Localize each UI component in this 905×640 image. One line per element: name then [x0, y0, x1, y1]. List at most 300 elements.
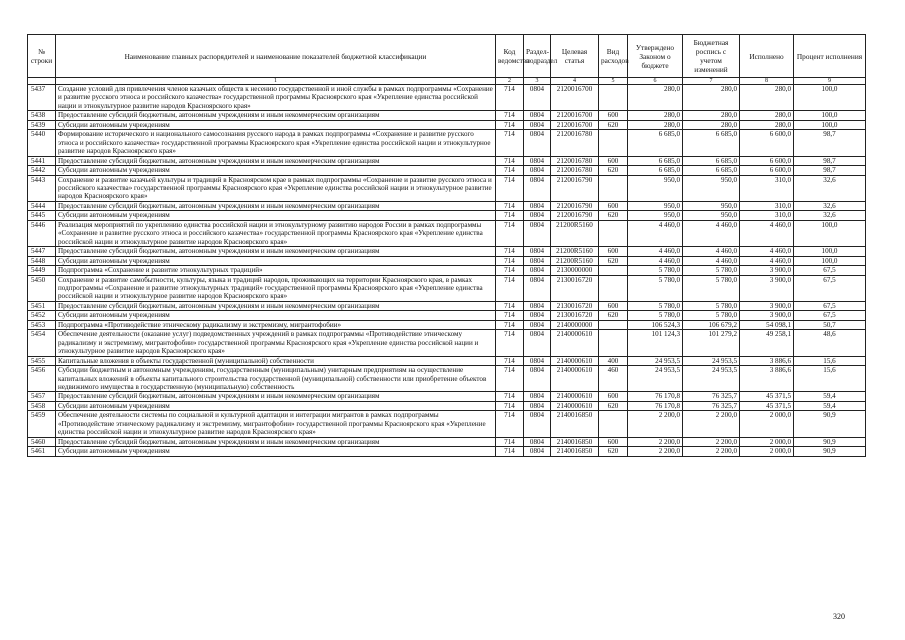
row-number: 5442 [28, 166, 56, 175]
header-row-number: № строки [28, 35, 56, 78]
execution-percent: 67,5 [794, 266, 866, 275]
header-department-code: Код ведомства [496, 35, 524, 78]
approved-amount: 5 780,0 [628, 275, 683, 301]
execution-percent: 100,0 [794, 256, 866, 265]
department-code: 714 [496, 392, 524, 401]
listed-amount: 280,0 [683, 111, 740, 120]
table-row [28, 220, 866, 246]
section-code: 0804 [524, 311, 551, 320]
target-item: 21200R5160 [551, 247, 599, 256]
target-item: 2140000610 [551, 392, 599, 401]
listed-amount: 5 780,0 [683, 311, 740, 320]
executed-amount: 280,0 [740, 85, 794, 111]
expense-type [599, 275, 628, 301]
row-number: 5461 [28, 447, 56, 456]
table-row [28, 411, 866, 437]
expense-type: 600 [599, 247, 628, 256]
table-row [28, 130, 866, 156]
execution-percent: 98,7 [794, 130, 866, 156]
row-number: 5450 [28, 275, 56, 301]
execution-percent: 32,6 [794, 201, 866, 210]
row-number: 5451 [28, 301, 56, 310]
department-code: 714 [496, 111, 524, 120]
target-item: 2120016790 [551, 211, 599, 220]
listed-amount: 2 200,0 [683, 437, 740, 446]
department-code: 714 [496, 266, 524, 275]
department-code: 714 [496, 247, 524, 256]
expense-type [599, 320, 628, 329]
target-item: 2140000000 [551, 320, 599, 329]
column-number: 8 [740, 78, 794, 85]
row-name: Создание условий для привлечения членов казачьих обществ к несению государственной и иной службы в рамках подпрограммы «Сохранение и развитие русского этноса и российского казачества» государственной программы Красноярского края «Укрепление единства российской нации и этнокультурное развитие народов Красноярского края» [56, 85, 496, 111]
execution-percent: 59,4 [794, 392, 866, 401]
row-name: Субсидии бюджетным и автономным учреждениям, государственным (муниципальным) унитарным предприятиям на осуществление капитальных вложений в объекты капитального строительства государственной (муниципальной) собственности или приобретение объектов недвижимого имущества в государственную (муниципальную) собственность [56, 366, 496, 392]
department-code: 714 [496, 447, 524, 456]
approved-amount: 5 780,0 [628, 301, 683, 310]
section-code: 0804 [524, 111, 551, 120]
table-row [28, 275, 866, 301]
row-name: Субсидии автономным учреждениям [56, 401, 496, 410]
execution-percent: 15,6 [794, 356, 866, 365]
row-name: Обеспечение деятельности системы по социальной и культурной адаптации и интеграции мигрантов в рамках подпрограммы «Противодействие этническому радикализму и экстремизму, мигрантофобии» государственной программы Красноярского края «Укрепление единства российской нации и этнокультурное развитие народов Красноярского края» [56, 411, 496, 437]
approved-amount: 280,0 [628, 111, 683, 120]
target-item: 21200R5160 [551, 220, 599, 246]
table-row [28, 256, 866, 265]
approved-amount: 2 200,0 [628, 437, 683, 446]
table-row [28, 211, 866, 220]
section-code: 0804 [524, 356, 551, 365]
target-item: 2120016780 [551, 130, 599, 156]
executed-amount: 4 460,0 [740, 247, 794, 256]
section-code: 0804 [524, 130, 551, 156]
target-item: 2140016850 [551, 447, 599, 456]
section-code: 0804 [524, 392, 551, 401]
target-item: 2140000610 [551, 356, 599, 365]
row-number: 5444 [28, 201, 56, 210]
table-row [28, 175, 866, 201]
department-code: 714 [496, 166, 524, 175]
execution-percent: 50,7 [794, 320, 866, 329]
target-item: 2120016700 [551, 111, 599, 120]
section-code: 0804 [524, 247, 551, 256]
execution-percent: 15,6 [794, 366, 866, 392]
column-number: 1 [56, 78, 496, 85]
row-number: 5440 [28, 130, 56, 156]
expense-type: 600 [599, 111, 628, 120]
header-name: Наименование главных распорядителей и наименование показателей бюджетной классификации [56, 35, 496, 78]
target-item: 2130000000 [551, 266, 599, 275]
table-row [28, 392, 866, 401]
row-number: 5452 [28, 311, 56, 320]
section-code: 0804 [524, 401, 551, 410]
table-row [28, 366, 866, 392]
listed-amount: 76 325,7 [683, 392, 740, 401]
table-row [28, 447, 866, 456]
section-code: 0804 [524, 156, 551, 165]
execution-percent: 100,0 [794, 111, 866, 120]
row-name: Субсидии автономным учреждениям [56, 166, 496, 175]
expense-type: 620 [599, 447, 628, 456]
approved-amount: 106 524,3 [628, 320, 683, 329]
department-code: 714 [496, 85, 524, 111]
execution-percent: 90,9 [794, 447, 866, 456]
department-code: 714 [496, 156, 524, 165]
listed-amount: 4 460,0 [683, 220, 740, 246]
table-body [28, 85, 866, 457]
executed-amount: 54 098,1 [740, 320, 794, 329]
section-code: 0804 [524, 211, 551, 220]
executed-amount: 3 886,6 [740, 366, 794, 392]
target-item: 21200R5160 [551, 256, 599, 265]
executed-amount: 49 258,1 [740, 330, 794, 356]
table-row [28, 401, 866, 410]
listed-amount: 6 685,0 [683, 130, 740, 156]
budget-execution-table [27, 34, 866, 457]
expense-type: 620 [599, 401, 628, 410]
page-number: 320 [833, 612, 845, 621]
target-item: 2140000610 [551, 366, 599, 392]
department-code: 714 [496, 201, 524, 210]
executed-amount: 45 371,5 [740, 401, 794, 410]
executed-amount: 6 600,0 [740, 156, 794, 165]
approved-amount: 6 685,0 [628, 156, 683, 165]
executed-amount: 3 900,0 [740, 301, 794, 310]
row-name: Предоставление субсидий бюджетным, автономным учреждениям и иным некоммерческим организациям [56, 437, 496, 446]
row-name: Субсидии автономным учреждениям [56, 211, 496, 220]
expense-type: 600 [599, 392, 628, 401]
row-name: Реализация мероприятий по укреплению единства российской нации и этнокультурному развитию народов России в рамках подпрограммы «Сохранение и развитие русского этноса и российского казачества» государственной программы Красноярского края «Укрепление единства российской нации и этнокультурное развитие народов Красноярского края» [56, 220, 496, 246]
listed-amount: 4 460,0 [683, 256, 740, 265]
executed-amount: 3 900,0 [740, 275, 794, 301]
row-name: Предоставление субсидий бюджетным, автономным учреждениям и иным некоммерческим организациям [56, 201, 496, 210]
column-number: 6 [628, 78, 683, 85]
section-code: 0804 [524, 437, 551, 446]
table-row [28, 356, 866, 365]
row-number: 5438 [28, 111, 56, 120]
section-code: 0804 [524, 166, 551, 175]
header-target-item: Целевая статья [551, 35, 599, 78]
row-name: Сохранение и развитие казачьей культуры и традиций в Красноярском крае в рамках подпрограммы «Сохранение и развитие русского этноса и российского казачества» государственной программы Красноярского края «Укрепление единства российской нации и этнокультурное развитие народов Красноярского края» [56, 175, 496, 201]
expense-type: 600 [599, 301, 628, 310]
department-code: 714 [496, 320, 524, 329]
row-name: Подпрограмма «Противодействие этническому радикализму и экстремизму, мигрантофобии» [56, 320, 496, 329]
target-item: 2130016720 [551, 275, 599, 301]
execution-percent: 48,6 [794, 330, 866, 356]
listed-amount: 106 679,2 [683, 320, 740, 329]
approved-amount: 24 953,5 [628, 356, 683, 365]
row-number: 5460 [28, 437, 56, 446]
listed-amount: 5 780,0 [683, 275, 740, 301]
execution-percent: 100,0 [794, 220, 866, 246]
row-number: 5441 [28, 156, 56, 165]
row-number: 5459 [28, 411, 56, 437]
executed-amount: 280,0 [740, 111, 794, 120]
execution-percent: 59,4 [794, 401, 866, 410]
executed-amount: 2 000,0 [740, 437, 794, 446]
row-name: Сохранение и развитие самобытности, культуры, языка и традиций народов, проживающих на территории Красноярского края, в рамках подпрограммы «Сохранение и развитие этнокультурных традиций» государственной программы Красноярского края «Укрепление единства российской нации и этнокультурное развитие народов Красноярского края» [56, 275, 496, 301]
row-name: Предоставление субсидий бюджетным, автономным учреждениям и иным некоммерческим организациям [56, 247, 496, 256]
target-item: 2140000610 [551, 401, 599, 410]
executed-amount: 2 000,0 [740, 411, 794, 437]
row-name: Капитальные вложения в объекты государственной (муниципальной) собственности [56, 356, 496, 365]
expense-type: 600 [599, 156, 628, 165]
approved-amount: 6 685,0 [628, 130, 683, 156]
approved-amount: 280,0 [628, 120, 683, 129]
row-number: 5457 [28, 392, 56, 401]
expense-type [599, 85, 628, 111]
section-code: 0804 [524, 175, 551, 201]
listed-amount: 6 685,0 [683, 166, 740, 175]
listed-amount: 280,0 [683, 85, 740, 111]
row-number: 5454 [28, 330, 56, 356]
row-name: Субсидии автономным учреждениям [56, 447, 496, 456]
department-code: 714 [496, 301, 524, 310]
table-row [28, 437, 866, 446]
execution-percent: 98,7 [794, 166, 866, 175]
approved-amount: 76 170,8 [628, 392, 683, 401]
department-code: 714 [496, 366, 524, 392]
column-number [28, 78, 56, 85]
section-code: 0804 [524, 447, 551, 456]
expense-type: 400 [599, 356, 628, 365]
section-code: 0804 [524, 366, 551, 392]
column-number: 5 [599, 78, 628, 85]
execution-percent: 100,0 [794, 85, 866, 111]
table-row [28, 166, 866, 175]
approved-amount: 950,0 [628, 201, 683, 210]
expense-type [599, 266, 628, 275]
execution-percent: 67,5 [794, 301, 866, 310]
row-number: 5439 [28, 120, 56, 129]
department-code: 714 [496, 256, 524, 265]
column-number: 3 [524, 78, 551, 85]
listed-amount: 2 200,0 [683, 447, 740, 456]
approved-amount: 24 953,5 [628, 366, 683, 392]
table-row [28, 266, 866, 275]
approved-amount: 101 124,3 [628, 330, 683, 356]
approved-amount: 280,0 [628, 85, 683, 111]
row-name: Субсидии автономным учреждениям [56, 120, 496, 129]
expense-type: 600 [599, 437, 628, 446]
row-number: 5453 [28, 320, 56, 329]
header-percent: Процент исполнения [794, 35, 866, 78]
execution-percent: 90,9 [794, 437, 866, 446]
expense-type [599, 330, 628, 356]
section-code: 0804 [524, 201, 551, 210]
execution-percent: 32,6 [794, 211, 866, 220]
executed-amount: 4 460,0 [740, 220, 794, 246]
approved-amount: 4 460,0 [628, 220, 683, 246]
department-code: 714 [496, 311, 524, 320]
execution-percent: 32,6 [794, 175, 866, 201]
listed-amount: 6 685,0 [683, 156, 740, 165]
approved-amount: 5 780,0 [628, 266, 683, 275]
executed-amount: 310,0 [740, 201, 794, 210]
execution-percent: 98,7 [794, 156, 866, 165]
section-code: 0804 [524, 220, 551, 246]
execution-percent: 90,9 [794, 411, 866, 437]
column-number: 4 [551, 78, 599, 85]
table-row [28, 201, 866, 210]
target-item: 2120016700 [551, 85, 599, 111]
expense-type: 620 [599, 211, 628, 220]
expense-type [599, 130, 628, 156]
target-item: 2120016790 [551, 175, 599, 201]
department-code: 714 [496, 437, 524, 446]
executed-amount: 3 886,6 [740, 356, 794, 365]
executed-amount: 45 371,5 [740, 392, 794, 401]
listed-amount: 76 325,7 [683, 401, 740, 410]
row-name: Субсидии автономным учреждениям [56, 311, 496, 320]
header-row [28, 35, 866, 78]
target-item: 2130016720 [551, 301, 599, 310]
executed-amount: 3 900,0 [740, 311, 794, 320]
executed-amount: 310,0 [740, 211, 794, 220]
executed-amount: 6 600,0 [740, 166, 794, 175]
row-name: Предоставление субсидий бюджетным, автономным учреждениям и иным некоммерческим организациям [56, 392, 496, 401]
column-number-row [28, 78, 866, 85]
row-number: 5448 [28, 256, 56, 265]
header-executed: Исполнено [740, 35, 794, 78]
header-approved: Утверждено Законом о бюджете [628, 35, 683, 78]
header-expense-type: Вид расходов [599, 35, 628, 78]
table-row [28, 120, 866, 129]
execution-percent: 67,5 [794, 275, 866, 301]
table-row [28, 330, 866, 356]
department-code: 714 [496, 275, 524, 301]
row-name: Предоставление субсидий бюджетным, автономным учреждениям и иным некоммерческим организациям [56, 156, 496, 165]
approved-amount: 4 460,0 [628, 247, 683, 256]
header-section: Раздел-подраздел [524, 35, 551, 78]
target-item: 2130016720 [551, 311, 599, 320]
target-item: 2140016850 [551, 411, 599, 437]
section-code: 0804 [524, 301, 551, 310]
target-item: 2120016700 [551, 120, 599, 129]
approved-amount: 5 780,0 [628, 311, 683, 320]
column-number: 9 [794, 78, 866, 85]
expense-type: 460 [599, 366, 628, 392]
expense-type [599, 175, 628, 201]
row-number: 5443 [28, 175, 56, 201]
approved-amount: 4 460,0 [628, 256, 683, 265]
executed-amount: 4 460,0 [740, 256, 794, 265]
section-code: 0804 [524, 320, 551, 329]
column-number: 7 [683, 78, 740, 85]
expense-type [599, 220, 628, 246]
row-name: Обеспечение деятельности (оказание услуг) подведомственных учреждений в рамках подпрограммы «Противодействие этническому радикализму и экстремизму, мигрантофобии» государственной программы Красноярского края «Укрепление единства российской нации и этнокультурное развитие народов Красноярского края» [56, 330, 496, 356]
row-name: Формирование исторического и национального самосознания русского народа в рамках подпрограммы «Сохранение и развитие русского этноса и российского казачества» государственной программы Красноярского края «Укрепление единства российской нации и этнокультурное развитие народов Красноярского края» [56, 130, 496, 156]
table-row [28, 311, 866, 320]
listed-amount: 950,0 [683, 211, 740, 220]
target-item: 2120016790 [551, 201, 599, 210]
row-number: 5456 [28, 366, 56, 392]
department-code: 714 [496, 211, 524, 220]
section-code: 0804 [524, 85, 551, 111]
executed-amount: 280,0 [740, 120, 794, 129]
listed-amount: 2 200,0 [683, 411, 740, 437]
table-row [28, 301, 866, 310]
listed-amount: 950,0 [683, 201, 740, 210]
section-code: 0804 [524, 256, 551, 265]
budget-table-page [27, 34, 865, 457]
expense-type: 620 [599, 120, 628, 129]
expense-type: 620 [599, 256, 628, 265]
section-code: 0804 [524, 266, 551, 275]
execution-percent: 67,5 [794, 311, 866, 320]
section-code: 0804 [524, 411, 551, 437]
expense-type: 620 [599, 166, 628, 175]
approved-amount: 950,0 [628, 175, 683, 201]
approved-amount: 76 170,8 [628, 401, 683, 410]
approved-amount: 950,0 [628, 211, 683, 220]
listed-amount: 5 780,0 [683, 301, 740, 310]
section-code: 0804 [524, 330, 551, 356]
column-number: 2 [496, 78, 524, 85]
target-item: 2120016780 [551, 156, 599, 165]
listed-amount: 24 953,5 [683, 356, 740, 365]
department-code: 714 [496, 175, 524, 201]
target-item: 2140016850 [551, 437, 599, 446]
executed-amount: 6 600,0 [740, 130, 794, 156]
executed-amount: 310,0 [740, 175, 794, 201]
listed-amount: 280,0 [683, 120, 740, 129]
department-code: 714 [496, 411, 524, 437]
section-code: 0804 [524, 120, 551, 129]
row-name: Подпрограмма «Сохранение и развитие этнокультурных традиций» [56, 266, 496, 275]
table-row [28, 320, 866, 329]
expense-type: 600 [599, 201, 628, 210]
listed-amount: 101 279,2 [683, 330, 740, 356]
department-code: 714 [496, 401, 524, 410]
department-code: 714 [496, 356, 524, 365]
target-item: 2140000610 [551, 330, 599, 356]
approved-amount: 2 200,0 [628, 411, 683, 437]
row-number: 5446 [28, 220, 56, 246]
listed-amount: 950,0 [683, 175, 740, 201]
executed-amount: 2 000,0 [740, 447, 794, 456]
execution-percent: 100,0 [794, 247, 866, 256]
table-row [28, 156, 866, 165]
row-name: Субсидии автономным учреждениям [56, 256, 496, 265]
row-name: Предоставление субсидий бюджетным, автономным учреждениям и иным некоммерческим организациям [56, 111, 496, 120]
table-row [28, 85, 866, 111]
row-number: 5458 [28, 401, 56, 410]
row-number: 5449 [28, 266, 56, 275]
row-number: 5437 [28, 85, 56, 111]
row-name: Предоставление субсидий бюджетным, автономным учреждениям и иным некоммерческим организациям [56, 301, 496, 310]
executed-amount: 3 900,0 [740, 266, 794, 275]
approved-amount: 2 200,0 [628, 447, 683, 456]
approved-amount: 6 685,0 [628, 166, 683, 175]
expense-type [599, 411, 628, 437]
row-number: 5447 [28, 247, 56, 256]
table-row [28, 247, 866, 256]
execution-percent: 100,0 [794, 120, 866, 129]
department-code: 714 [496, 130, 524, 156]
row-number: 5455 [28, 356, 56, 365]
expense-type: 620 [599, 311, 628, 320]
target-item: 2120016780 [551, 166, 599, 175]
listed-amount: 24 953,5 [683, 366, 740, 392]
listed-amount: 4 460,0 [683, 247, 740, 256]
section-code: 0804 [524, 275, 551, 301]
department-code: 714 [496, 120, 524, 129]
listed-amount: 5 780,0 [683, 266, 740, 275]
header-listed: Бюджетная роспись с учетом изменений [683, 35, 740, 78]
department-code: 714 [496, 220, 524, 246]
department-code: 714 [496, 330, 524, 356]
row-number: 5445 [28, 211, 56, 220]
